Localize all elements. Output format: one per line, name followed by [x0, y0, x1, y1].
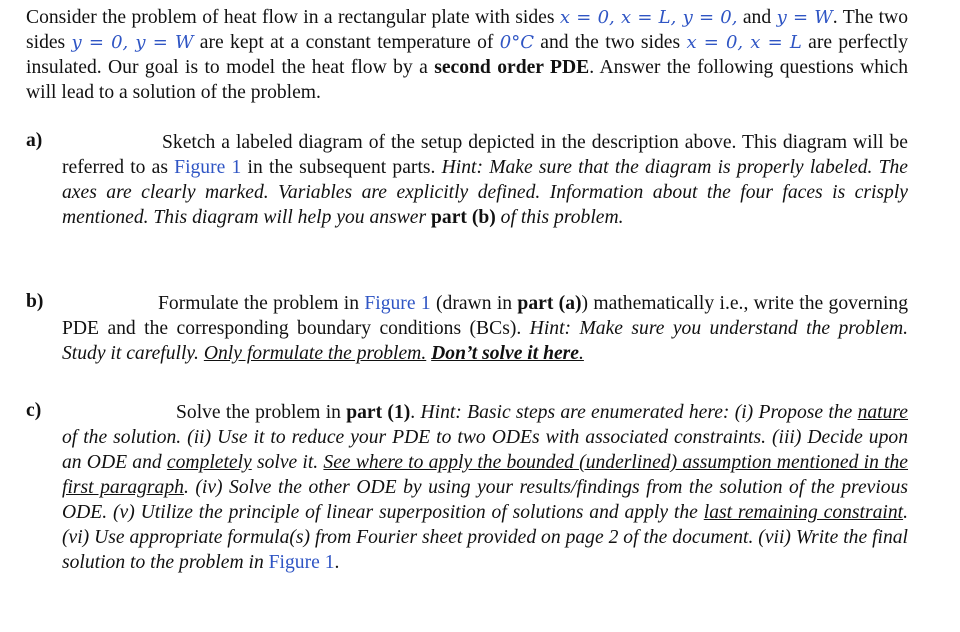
question-c-text [62, 400, 908, 575]
qb-hint-underlined: Only formulate the problem. [203, 343, 427, 364]
qc-underline-completely: completely [166, 452, 252, 473]
qc-hint-2: of the solution. (ii) Use it to reduce your PDE to two ODEs with associated constraints. (iii) Decide upon an ODE and [62, 427, 908, 473]
qc-underline-nature: nature [857, 402, 909, 423]
qc-part-1-ref: part (1) [346, 402, 411, 423]
figure-1-link[interactable]: Figure 1 [268, 552, 335, 573]
qb-text-2: (drawn in [430, 293, 518, 314]
qc-hint-1: Hint: Basic steps are enumerated here: (i) Propose the [420, 402, 858, 423]
qa-text-2: in the subsequent parts. [241, 157, 442, 178]
qb-period: . [579, 343, 584, 364]
qc-text-2: . [410, 402, 421, 423]
question-a-label: a) [26, 130, 43, 151]
qa-part-b-ref: part (b) [431, 207, 496, 228]
qc-hint-5: . (vi) Use appropriate formula(s) from Fourier sheet provided on page 2 of the document. (vii) Write the final solution to the problem in [62, 502, 908, 573]
intro-text-3: . The two sides [26, 7, 908, 53]
intro-text-1: Consider the problem of heat flow in a rectangular plate with sides [26, 7, 560, 28]
figure-1-link[interactable]: Figure 1 [174, 157, 242, 178]
intro-text-5: and the two sides [533, 32, 687, 53]
qc-hint-4: . (iv) Solve the other ODE by using your results/findings from the solution of the previous ODE. (v) Utilize the principle of linear superposition of solutions and apply the [62, 477, 908, 523]
qb-hint-1: Hint: Make sure you understand the problem. Study it carefully. [62, 318, 908, 364]
qc-text-1: Solve the problem in [176, 402, 347, 423]
problem-statement [26, 5, 908, 105]
question-b-text [62, 291, 908, 366]
math-sides-x: x = 0, x = L [686, 32, 802, 53]
qb-part-a-ref: part (a) [517, 293, 582, 314]
question-b-label: b) [26, 291, 44, 312]
qa-hint-1: Hint: Make sure that the diagram is properly labeled. The axes are clearly marked. Variables are explicitly defined. Information about the four faces is crisply mentioned. This diagram will help you answer [62, 157, 908, 228]
question-a-text [62, 130, 908, 230]
qc-period: . [334, 552, 340, 573]
qb-text-3: ) mathematically i.e., write the governing PDE and the corresponding boundary conditions (BCs). [62, 293, 908, 339]
math-temperature: 0°C [499, 32, 534, 53]
qc-underline-constraint: last remaining constraint [703, 502, 904, 523]
qc-hint-3: solve it. [251, 452, 324, 473]
intro-bold-pde: second order PDE [434, 57, 590, 78]
question-c-label: c) [26, 400, 42, 421]
qc-underline-bounded: See where to apply the bounded (underlined) assumption mentioned in the first paragraph [62, 452, 909, 498]
math-sides-y: y = 0, y = W [71, 32, 194, 53]
intro-text-4: are kept at a constant temperature of [193, 32, 500, 53]
intro-text-2: and [737, 7, 777, 28]
math-sides-1: x = 0, x = L, y = 0, [559, 7, 738, 28]
qb-dont-solve: Don’t solve it here [431, 343, 579, 364]
figure-1-link[interactable]: Figure 1 [364, 293, 431, 314]
math-side-w: y = W [776, 7, 833, 28]
qa-text-1: Sketch a labeled diagram of the setup depicted in the description above. This diagram will be referred to as [62, 132, 908, 178]
qb-text-1: Formulate the problem in [158, 293, 365, 314]
qa-hint-2: of this problem. [495, 207, 624, 228]
intro-text-6: are perfectly insulated. Our goal is to model the heat flow by a [26, 32, 908, 78]
intro-text-7: . Answer the following questions which will lead to a solution of the problem. [26, 57, 908, 103]
